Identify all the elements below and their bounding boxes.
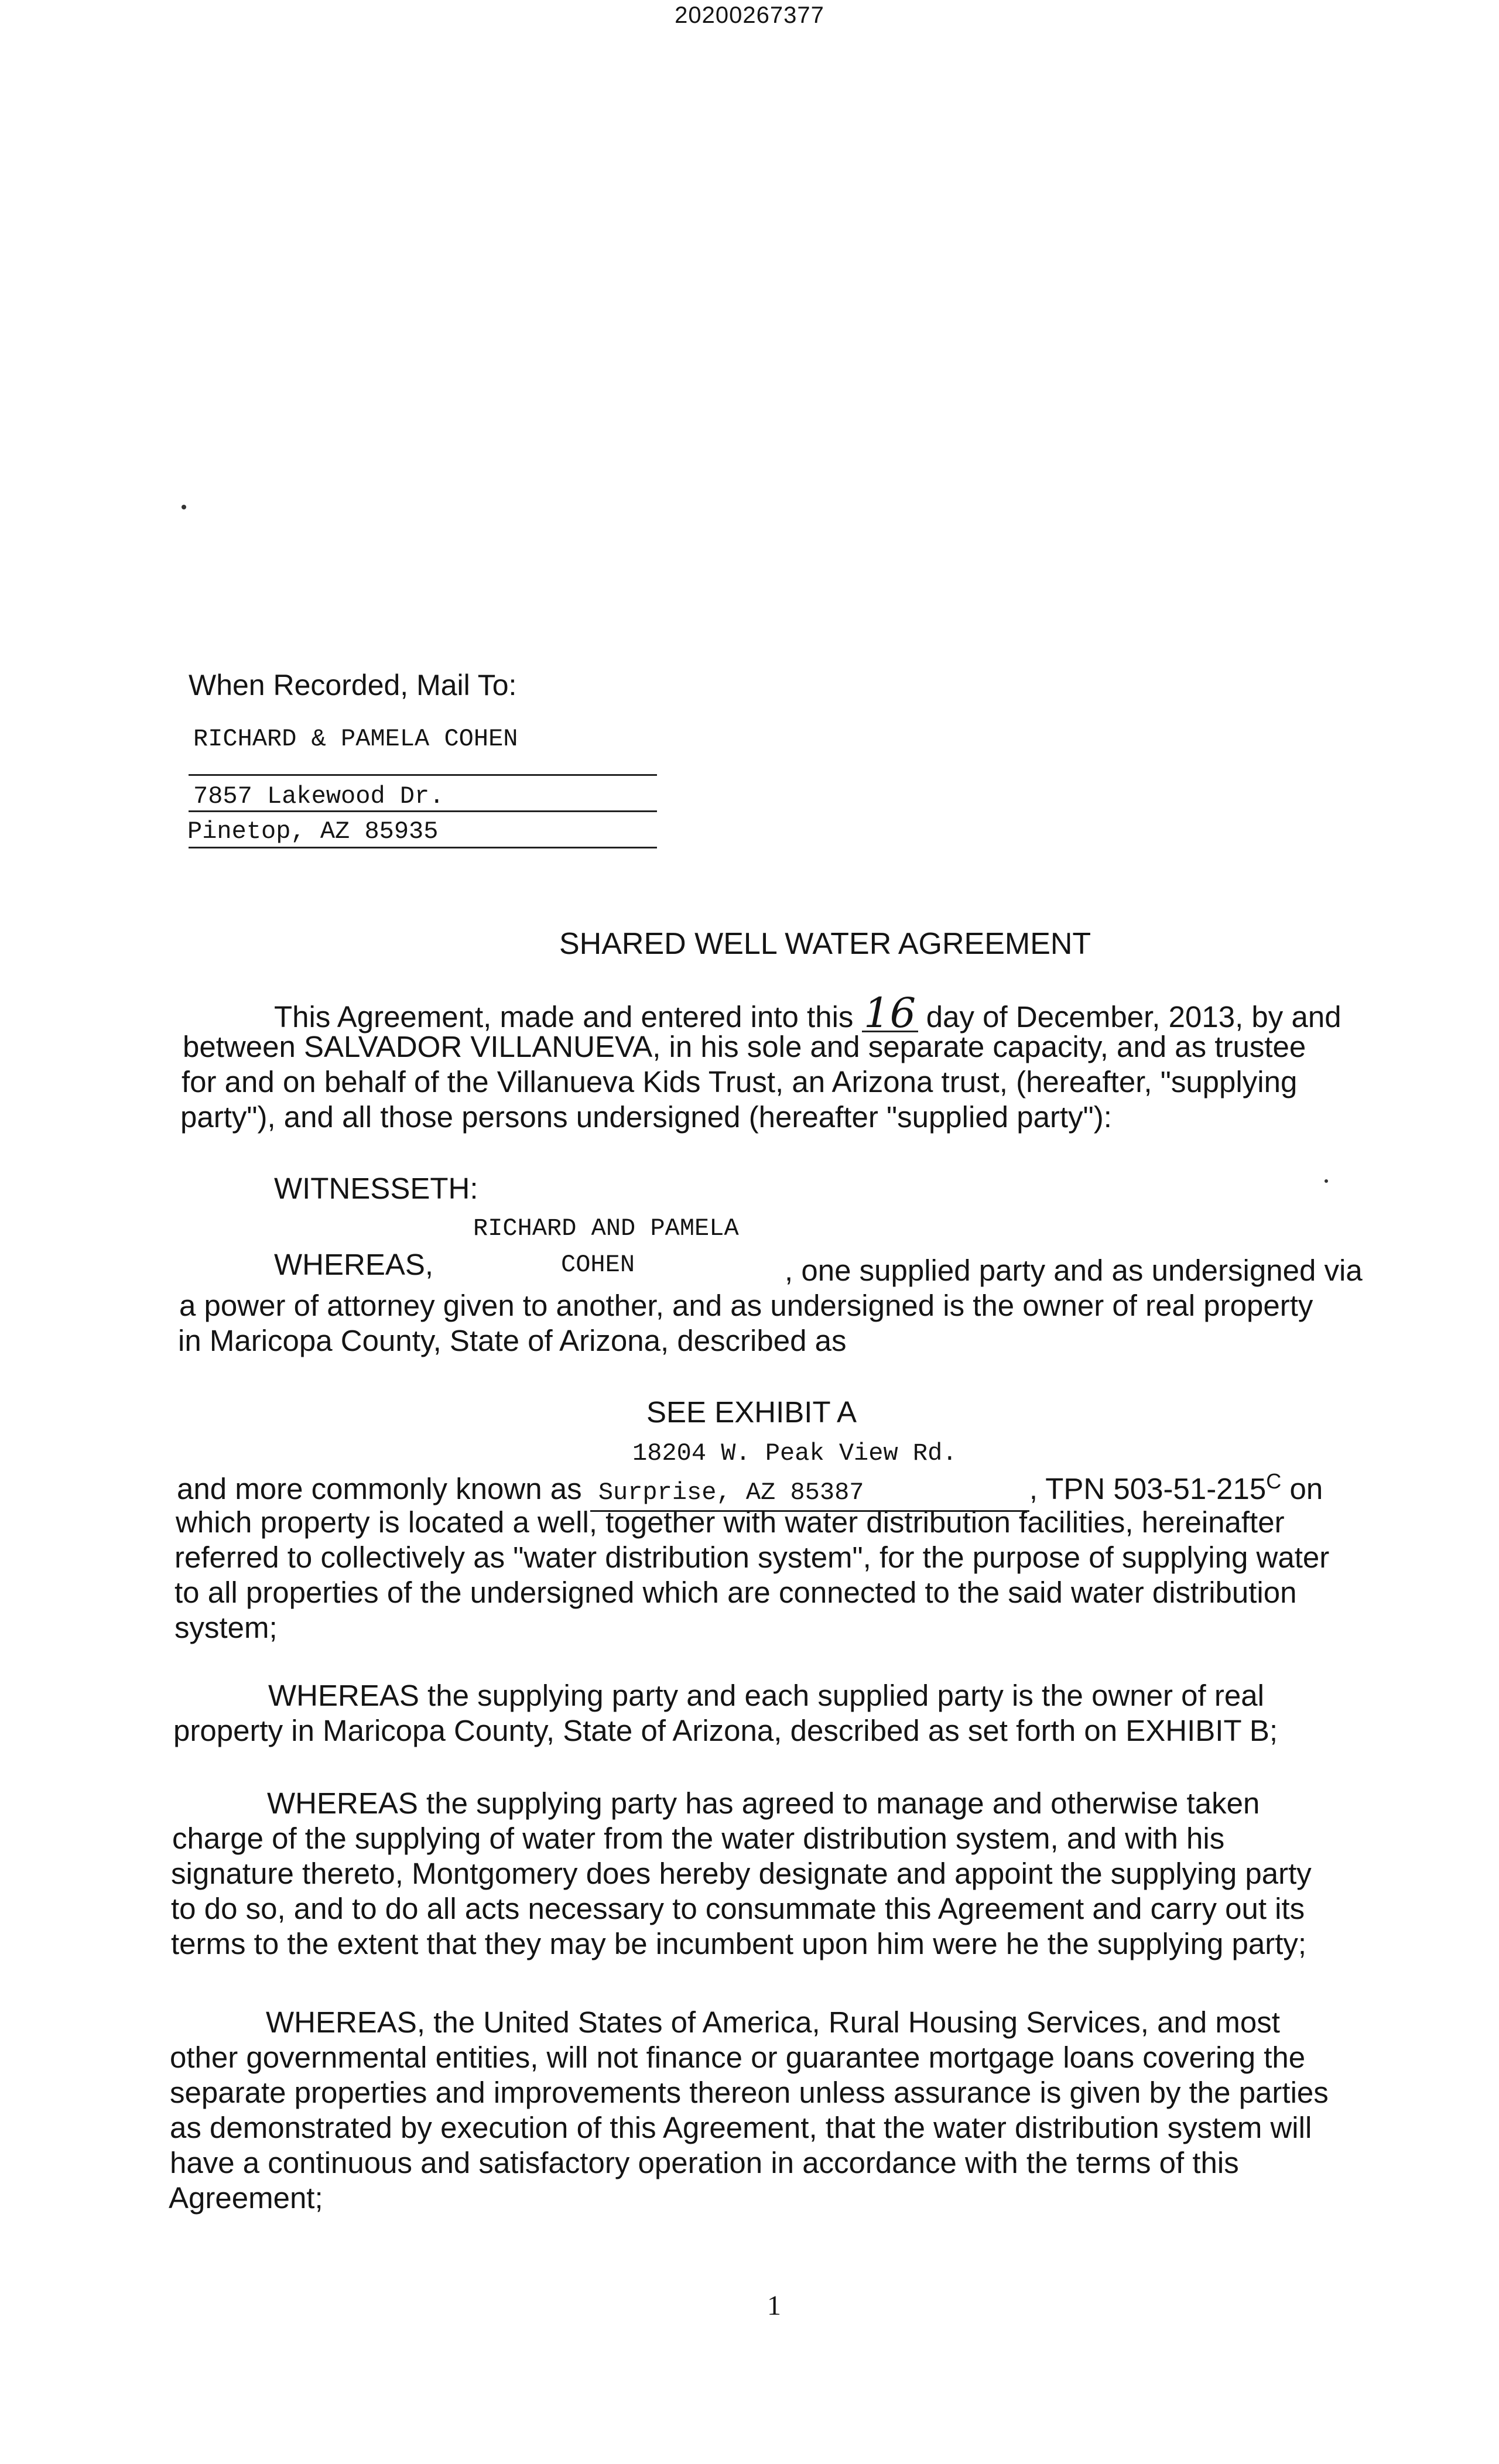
intro-line-1-post: day of December, 2013, by and [926, 1000, 1341, 1033]
witnesseth-heading: WITNESSETH: [274, 1172, 478, 1205]
whereas-3-line-3: signature thereto, Montgomery does hereby designate and appoint the supplying party [171, 1857, 1312, 1890]
scan-speck [1325, 1179, 1328, 1183]
supplied-party-names-line-2: COHEN [561, 1251, 635, 1279]
known-as-line-4: to all properties of the undersigned which are connected to the said water distribution [174, 1576, 1297, 1609]
whereas-4-line-4: as demonstrated by execution of this Agreement, that the water distribution system will [170, 2111, 1312, 2144]
whereas-3-line-1: WHEREAS the supplying party has agreed to manage and otherwise taken [267, 1787, 1260, 1820]
known-as-line-3: referred to collectively as "water distribution system", for the purpose of supplying water [174, 1541, 1330, 1574]
mail-to-label: When Recorded, Mail To: [189, 669, 517, 701]
intro-line-1 [274, 989, 1341, 1037]
known-as-line-2: which property is located a well, together with water distribution facilities, hereinafter [176, 1505, 1285, 1539]
document-title: SHARED WELL WATER AGREEMENT [559, 927, 1091, 961]
known-as-pre: and more commonly known as [177, 1472, 582, 1505]
whereas-1-lead: WHEREAS, [274, 1248, 434, 1281]
intro-line-3: for and on behalf of the Villanueva Kids Trust, an Arizona trust, (hereafter, "supplying [182, 1065, 1298, 1098]
mail-to-street: 7857 Lakewood Dr. [193, 782, 444, 810]
whereas-4-line-1: WHEREAS, the United States of America, Rural Housing Services, and most [266, 2006, 1280, 2039]
property-address-line-1: 18204 W. Peak View Rd. [632, 1439, 957, 1467]
known-as-on: on [1289, 1472, 1323, 1505]
whereas-4-line-3: separate properties and improvements thereon unless assurance is given by the parties [170, 2076, 1329, 2109]
whereas-4-line-5: have a continuous and satisfactory operation in accordance with the terms of this [170, 2146, 1239, 2179]
page-number: 1 [767, 2290, 781, 2321]
whereas-2-line-2: property in Maricopa County, State of Arizona, described as set forth on EXHIBIT B; [173, 1714, 1278, 1747]
intro-line-4: party"), and all those persons undersigned (hereafter "supplied party"): [180, 1100, 1112, 1134]
mail-to-rule [189, 810, 657, 812]
mail-to-rule [189, 847, 657, 848]
property-address-line-2: Surprise, AZ 85387 [590, 1475, 1029, 1512]
scan-speck [182, 505, 186, 509]
supplied-party-names-line-1: RICHARD AND PAMELA [473, 1214, 739, 1243]
intro-line-2: between SALVADOR VILLANUEVA, in his sole and separate capacity, and as trustee [183, 1030, 1306, 1063]
mail-to-name: RICHARD & PAMELA COHEN [193, 725, 518, 753]
whereas-3-line-4: to do so, and to do all acts necessary to consummate this Agreement and carry out its [171, 1892, 1305, 1925]
intro-line-1-pre: This Agreement, made and entered into this [274, 1000, 854, 1033]
whereas-2-line-1: WHEREAS the supplying party and each supplied party is the owner of real [268, 1679, 1264, 1712]
whereas-4-line-2: other governmental entities, will not finance or guarantee mortgage loans covering the [170, 2041, 1306, 2074]
mail-to-rule [189, 774, 657, 776]
exhibit-a-reference: SEE EXHIBIT A [646, 1395, 857, 1429]
tpn-suffix: C [1266, 1469, 1282, 1493]
whereas-3-line-2: charge of the supplying of water from the water distribution system, and with his [172, 1822, 1225, 1855]
known-as-line-5: system; [174, 1611, 278, 1644]
whereas-1-line-3: in Maricopa County, State of Arizona, described as [178, 1324, 847, 1357]
whereas-4-line-6: Agreement; [169, 2181, 323, 2215]
tpn-number: , TPN 503-51-215 [1029, 1472, 1267, 1505]
whereas-1-line-1: , one supplied party and as undersigned via [785, 1254, 1363, 1287]
whereas-3-line-5: terms to the extent that they may be incumbent upon him were he the supplying party; [171, 1927, 1307, 1960]
recording-number: 20200267377 [675, 2, 824, 28]
mail-to-city: Pinetop, AZ 85935 [187, 817, 439, 846]
handwritten-day: 16 [862, 995, 918, 1032]
whereas-1-line-2: a power of attorney given to another, and as undersigned is the owner of real property [179, 1289, 1313, 1322]
